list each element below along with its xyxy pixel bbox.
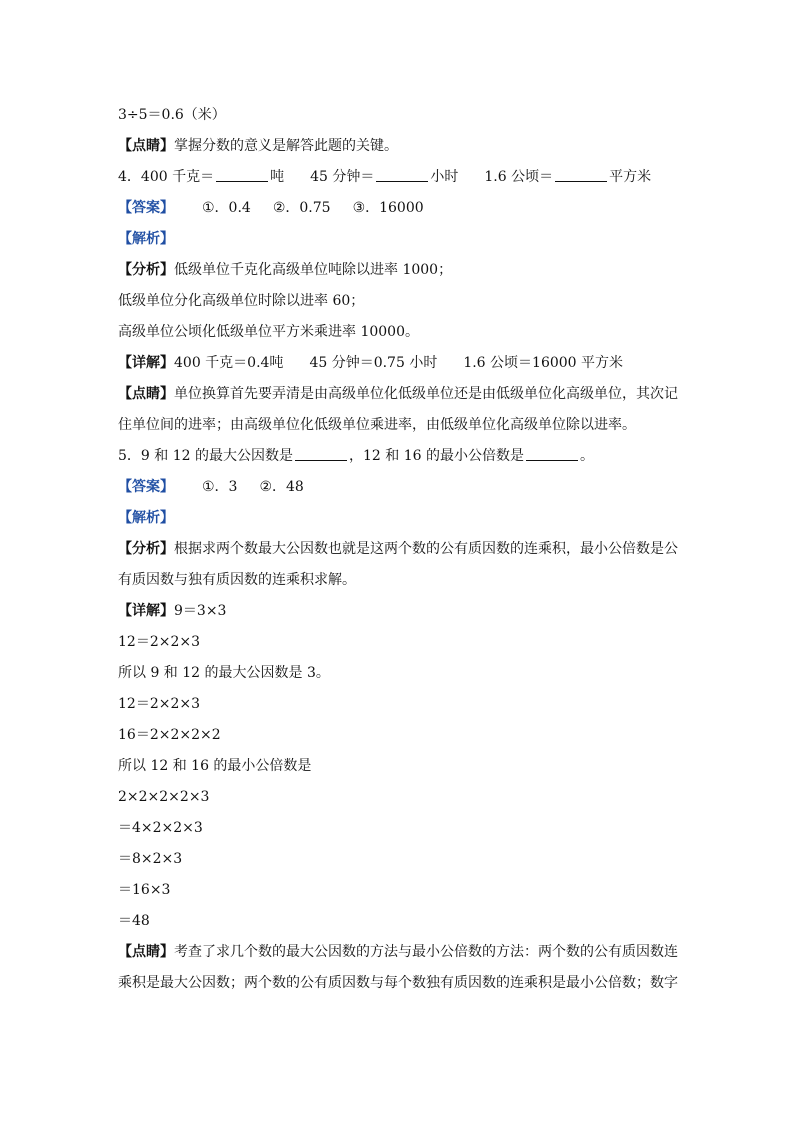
q5-answer-1: ①．3 (202, 479, 238, 495)
jiexi-tag: 【解析】 (118, 510, 174, 526)
q4-answer-1: ①．0.4 (202, 200, 251, 216)
q4-xiangjie-line (118, 348, 678, 379)
q4-blank-1 (216, 167, 268, 182)
q5-step-line: 2×2×2×2×3 (118, 789, 210, 805)
q4-jiexi-line (118, 224, 678, 255)
q4-answer-2: ②．0.75 (272, 200, 331, 216)
q4-fenxi-text-1: 低级单位千克化高级单位吨除以进率 1000； (174, 262, 453, 278)
q4-fenxi-line-3: 高级单位公顷化低级单位平方米乘进率 10000。 (118, 324, 419, 340)
answer-tag: 【答案】 (118, 200, 174, 216)
q4-fenxi-line-1 (118, 255, 678, 286)
q5-step-line: ＝48 (118, 913, 150, 929)
dianjing-text: 掌握分数的意义是解答此题的关键。 (174, 138, 398, 154)
q5-part-c: 。 (579, 448, 594, 464)
q4-part-a: 4．400 千克＝ (118, 169, 215, 185)
q5-step-line: ＝4×2×2×3 (118, 820, 203, 836)
division-result-line: 3÷5＝0.6（米） (118, 107, 226, 123)
q4-answer-line (118, 193, 678, 224)
q4-answer-3: ③．16000 (352, 200, 424, 216)
xiangjie-tag: 【详解】 (118, 603, 174, 619)
q5-fenxi-paragraph (118, 534, 678, 596)
dianjing-tag: 【点睛】 (118, 944, 174, 960)
q4-part-c: 1.6 公顷＝ (484, 169, 554, 185)
dianjing-line-q3 (118, 131, 678, 162)
q4-dianjing-text: 单位换算首先要弄清是由高级单位化低级单位还是由低级单位化高级单位，其次记住单位间的进率；由高级单位化低级单位乘进率，由低级单位化高级单位除以进率。 (118, 386, 678, 433)
q5-dianjing-text: 考查了求几个数的最大公因数的方法与最小公倍数的方法：两个数的公有质因数连乘积是最大公因数；两个数的公有质因数与每个数独有质因数的连乘积是最小公倍数；数字 (118, 944, 678, 991)
dianjing-tag: 【点睛】 (118, 386, 174, 402)
q5-step-line: 12＝2×2×3 (118, 634, 200, 650)
xiangjie-tag: 【详解】 (118, 355, 174, 371)
fenxi-tag: 【分析】 (118, 262, 174, 278)
q5-blank-2 (526, 446, 578, 461)
dianjing-tag: 【点睛】 (118, 138, 174, 154)
answer-tag: 【答案】 (118, 479, 174, 495)
q4-dianjing-paragraph (118, 379, 678, 441)
q4-blank-3 (555, 167, 607, 182)
q5-step-line: 所以 12 和 16 的最小公倍数是 (118, 758, 312, 774)
q5-jiexi-line (118, 503, 678, 534)
q4-xiangjie-c: 1.6 公顷＝16000 平方米 (463, 355, 624, 371)
q5-step-line: ＝16×3 (118, 882, 171, 898)
q4-blank-2 (376, 167, 428, 182)
q4-xiangjie-b: 45 分钟＝0.75 小时 (309, 355, 438, 371)
q5-step-line: ＝8×2×3 (118, 851, 183, 867)
document-content (118, 100, 678, 999)
q5-dianjing-paragraph (118, 937, 678, 999)
fenxi-tag: 【分析】 (118, 541, 174, 557)
q5-part-a: 5．9 和 12 的最大公因数是 (118, 448, 293, 464)
q5-step-line: 12＝2×2×3 (118, 696, 200, 712)
q4-unit-a: 吨 (270, 169, 285, 185)
q4-unit-b: 小时 (430, 169, 459, 185)
question-4 (118, 162, 678, 193)
q5-step-line: 所以 9 和 12 的最大公因数是 3。 (118, 665, 330, 681)
question-5 (118, 441, 678, 472)
q4-fenxi-line-2: 低级单位分化高级单位时除以进率 60； (118, 293, 365, 309)
q5-step-0: 9＝3×3 (174, 603, 227, 619)
q4-xiangjie-a: 400 千克＝0.4吨 (174, 355, 284, 371)
q4-part-b: 45 分钟＝ (310, 169, 375, 185)
q5-blank-1 (295, 446, 347, 461)
q5-fenxi-text: 根据求两个数最大公因数也就是这两个数的公有质因数的连乘积，最小公倍数是公有质因数与独有质因数的连乘积求解。 (118, 541, 678, 588)
q5-step-line: 16＝2×2×2×2 (118, 727, 221, 743)
q5-xiangjie-line (118, 596, 678, 627)
q4-unit-c: 平方米 (609, 169, 652, 185)
q5-answer-line (118, 472, 678, 503)
q5-part-b: ，12 和 16 的最小公倍数是 (348, 448, 524, 464)
jiexi-tag: 【解析】 (118, 231, 174, 247)
q5-answer-2: ②．48 (259, 479, 304, 495)
